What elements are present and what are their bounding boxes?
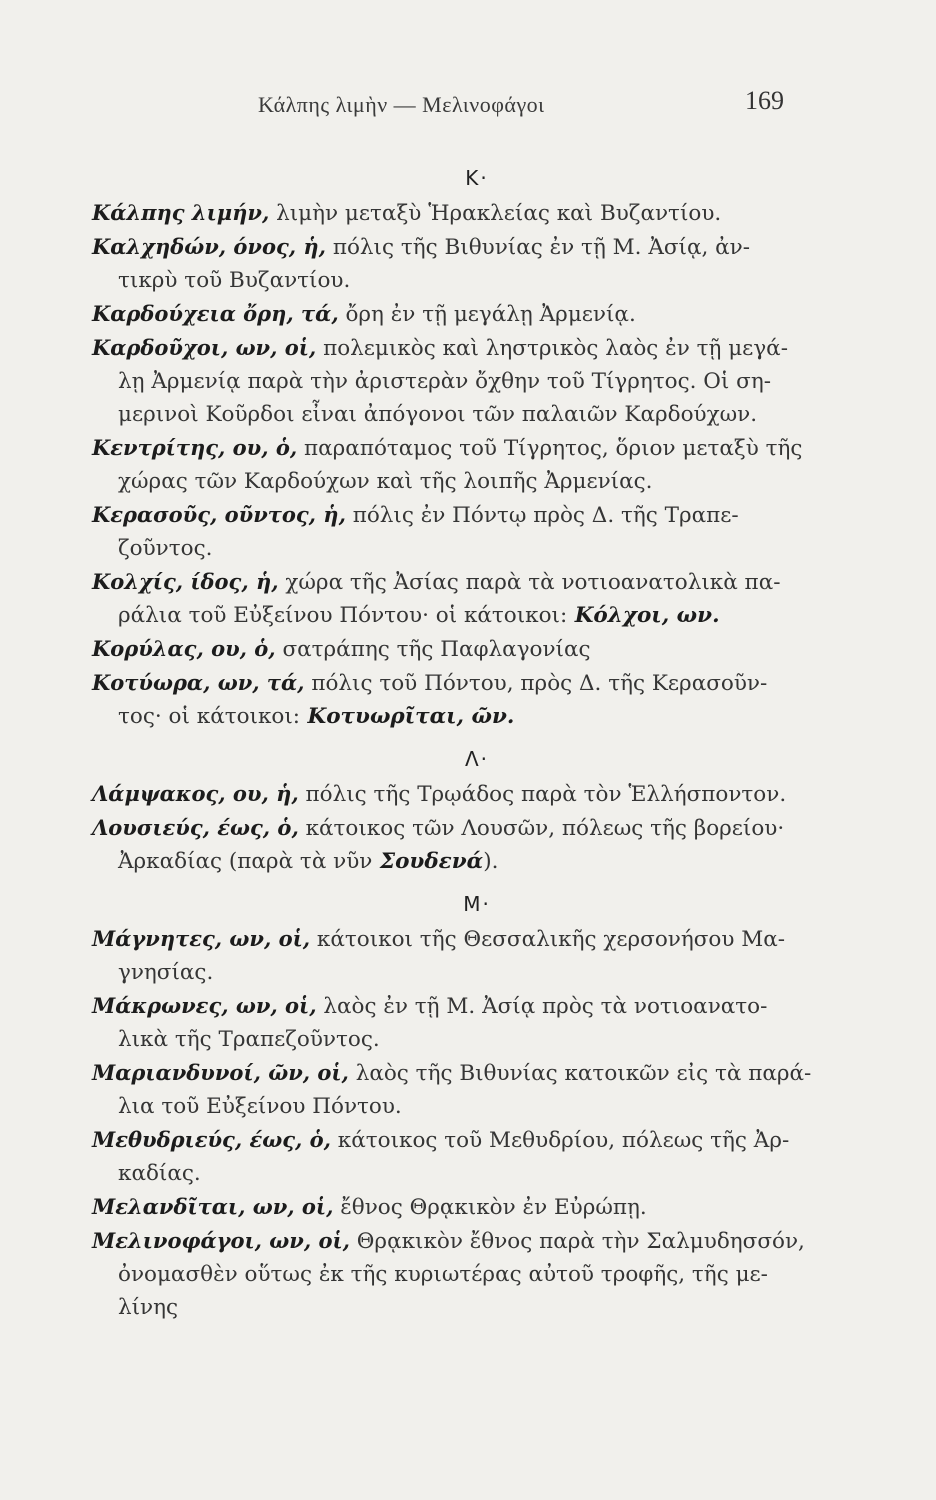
entry-definition: λαὸς τῆς Βιθυνίας κατοικῶν εἰς τὰ παρά- [348, 1061, 812, 1086]
entry-continuation [92, 365, 822, 398]
continuation-text: Ἀρκαδίας (παρὰ τὰ νῦν [118, 849, 373, 874]
dictionary-entry [92, 811, 822, 878]
entry-definition: λιμὴν μεταξὺ Ἡρακλείας καὶ Βυζαντίου. [269, 201, 722, 226]
dictionary-entry [92, 777, 822, 811]
entry-definition: χώρα τῆς Ἀσίας παρὰ τὰ νοτιοανατολικὰ πα- [278, 570, 781, 595]
continuation-text: τικρὺ τοῦ Βυζαντίου. [118, 268, 351, 293]
dictionary-entry [92, 431, 822, 498]
entry-definition: κάτοικοι τῆς Θεσσαλικῆς χερσονήσου Μα- [310, 927, 786, 952]
page-header [0, 86, 936, 132]
entry-continuation [92, 1258, 822, 1291]
continuation-tail: ). [483, 849, 499, 874]
dictionary-entry [92, 632, 822, 666]
entry-headword: Κολχίς, ίδος, ἡ, [92, 569, 279, 594]
entry-headword: Καρδούχεια ὄρη, τά, [92, 301, 339, 326]
continuation-text: ὀνομασθὲν οὕτως ἐκ τῆς κυριωτέρας αὐτοῦ τροφῆς, τῆς με- [118, 1262, 768, 1287]
dictionary-entries [92, 166, 822, 1324]
page-number: 169 [745, 86, 784, 115]
continuation-text: χώρας τῶν Καρδούχων καὶ τῆς λοιπῆς Ἀρμενίας. [118, 469, 653, 494]
dictionary-entry [92, 1190, 822, 1224]
continuation-text: λικὰ τῆς Τραπεζοῦντος. [118, 1027, 380, 1052]
entry-continuation [92, 700, 822, 733]
continuation-text: ράλια τοῦ Εὐξείνου Πόντου· οἱ κάτοικοι: [118, 603, 568, 628]
entry-continuation [92, 264, 822, 297]
entry-headword: Μεθυδριεύς, έως, ὁ, [92, 1127, 331, 1152]
entry-continuation: μερινοὶ Κοῦρδοι εἶναι ἀπόγονοι τῶν παλαιῶν Καρδούχων. [118, 402, 758, 427]
dictionary-entry [92, 1224, 822, 1324]
entry-headword: Μελανδῖται, ων, οἱ, [92, 1194, 334, 1219]
dictionary-entry [92, 1123, 822, 1190]
continuation-text: γνησίας. [118, 960, 214, 985]
entry-headword: Λουσιεύς, έως, ὁ, [92, 815, 299, 840]
entry-headword: Μάκρωνες, ων, οἱ, [92, 993, 317, 1018]
dictionary-entry [92, 922, 822, 989]
entry-definition: ἔθνος Θρᾳκικὸν ἐν Εὐρώπῃ. [333, 1195, 647, 1220]
dictionary-entry [92, 331, 822, 431]
dictionary-entry [92, 498, 822, 565]
entry-headword: Κεντρίτης, ου, ὁ, [92, 435, 298, 460]
entry-definition: ὄρη ἐν τῇ μεγάλῃ Ἀρμενίᾳ. [338, 302, 636, 327]
entry-continuation [92, 1157, 822, 1190]
entry-continuation [92, 465, 822, 498]
entry-continuation [92, 1090, 822, 1123]
running-head: Κάλπης λιμὴν — Μελινοφάγοι [258, 92, 545, 117]
dictionary-entry [92, 1056, 822, 1123]
entry-definition: πόλις ἐν Πόντῳ πρὸς Δ. τῆς Τραπε- [345, 503, 739, 528]
continuation-text: ζοῦντος. [118, 536, 213, 561]
entry-definition: πολεμικὸς καὶ ληστρικὸς λαὸς ἐν τῇ μεγά- [316, 336, 788, 361]
entry-headword: Κορύλας, ου, ὁ, [92, 636, 276, 661]
entry-headword: Μαριανδυνοί, ῶν, οἱ, [92, 1060, 349, 1085]
dictionary-entry [92, 230, 822, 297]
continuation-text: καδίας. [118, 1161, 201, 1186]
continuation-text: λῃ Ἀρμενίᾳ παρὰ τὴν ἀριστερὰν ὄχθην τοῦ Τίγρητος. Οἱ ση- [118, 369, 771, 394]
section-letter: Κ· [465, 166, 489, 190]
entry-definition: πόλις τῆς Βιθυνίας ἐν τῇ Μ. Ἀσίᾳ, ἀν- [325, 235, 751, 260]
dictionary-entry [92, 666, 822, 733]
entry-definition: πόλις τοῦ Πόντου, πρὸς Δ. τῆς Κερασοῦν- [304, 671, 768, 696]
section-letter: Μ· [463, 892, 491, 916]
entry-headword: Κάλπης λιμήν, [92, 200, 270, 225]
entry-definition: κάτοικος τοῦ Μεθυδρίου, πόλεως τῆς Ἀρ- [330, 1128, 790, 1153]
entry-definition: Θρᾳκικὸν ἔθνος παρὰ τὴν Σαλμυδησσόν, [349, 1229, 805, 1254]
entry-continuation [92, 532, 822, 565]
entry-headword: Καρδοῦχοι, ων, οἱ, [92, 335, 317, 360]
inhabitants-name: Κοτυωρῖται, ῶν. [300, 704, 515, 729]
entry-headword: Μελινοφάγοι, ων, οἱ, [92, 1228, 350, 1253]
entry-definition: πόλις τῆς Τρῳάδος παρὰ τὸν Ἑλλήσποντον. [298, 782, 787, 807]
inhabitants-name: Κόλχοι, ων. [567, 603, 720, 628]
entry-continuation [92, 845, 822, 878]
dictionary-entry [92, 297, 822, 331]
dictionary-entry [92, 196, 822, 230]
entry-headword: Λάμψακος, ου, ἡ, [92, 781, 299, 806]
dictionary-entry [92, 989, 822, 1056]
entry-headword: Καλχηδών, όνος, ἡ, [92, 234, 326, 259]
entry-definition: κάτοικος τῶν Λουσῶν, πόλεως τῆς βορείου· [298, 816, 785, 841]
entry-continuation [92, 1023, 822, 1056]
inhabitants-name: Σουδενά [372, 849, 484, 874]
entry-continuation [92, 599, 822, 632]
entry-headword: Μάγνητες, ων, οἱ, [92, 926, 311, 951]
entry-headword: Κοτύωρα, ων, τά, [92, 670, 305, 695]
continuation-text: τος· οἱ κάτοικοι: [118, 704, 301, 729]
entry-continuation [92, 956, 822, 989]
entry-definition: λαὸς ἐν τῇ Μ. Ἀσίᾳ πρὸς τὰ νοτιοανατο- [316, 994, 768, 1019]
continuation-text: λια τοῦ Εὐξείνου Πόντου. [118, 1094, 402, 1119]
entry-definition: σατράπης τῆς Παφλαγονίας [275, 637, 591, 662]
entry-headword: Κερασοῦς, οῦντος, ἡ, [92, 502, 346, 527]
entry-continuation: λίνης [118, 1295, 179, 1320]
dictionary-entry [92, 565, 822, 632]
entry-definition: παραπόταμος τοῦ Τίγρητος, ὅριον μεταξὺ τῆς [297, 436, 803, 461]
section-letter: Λ· [464, 747, 490, 771]
